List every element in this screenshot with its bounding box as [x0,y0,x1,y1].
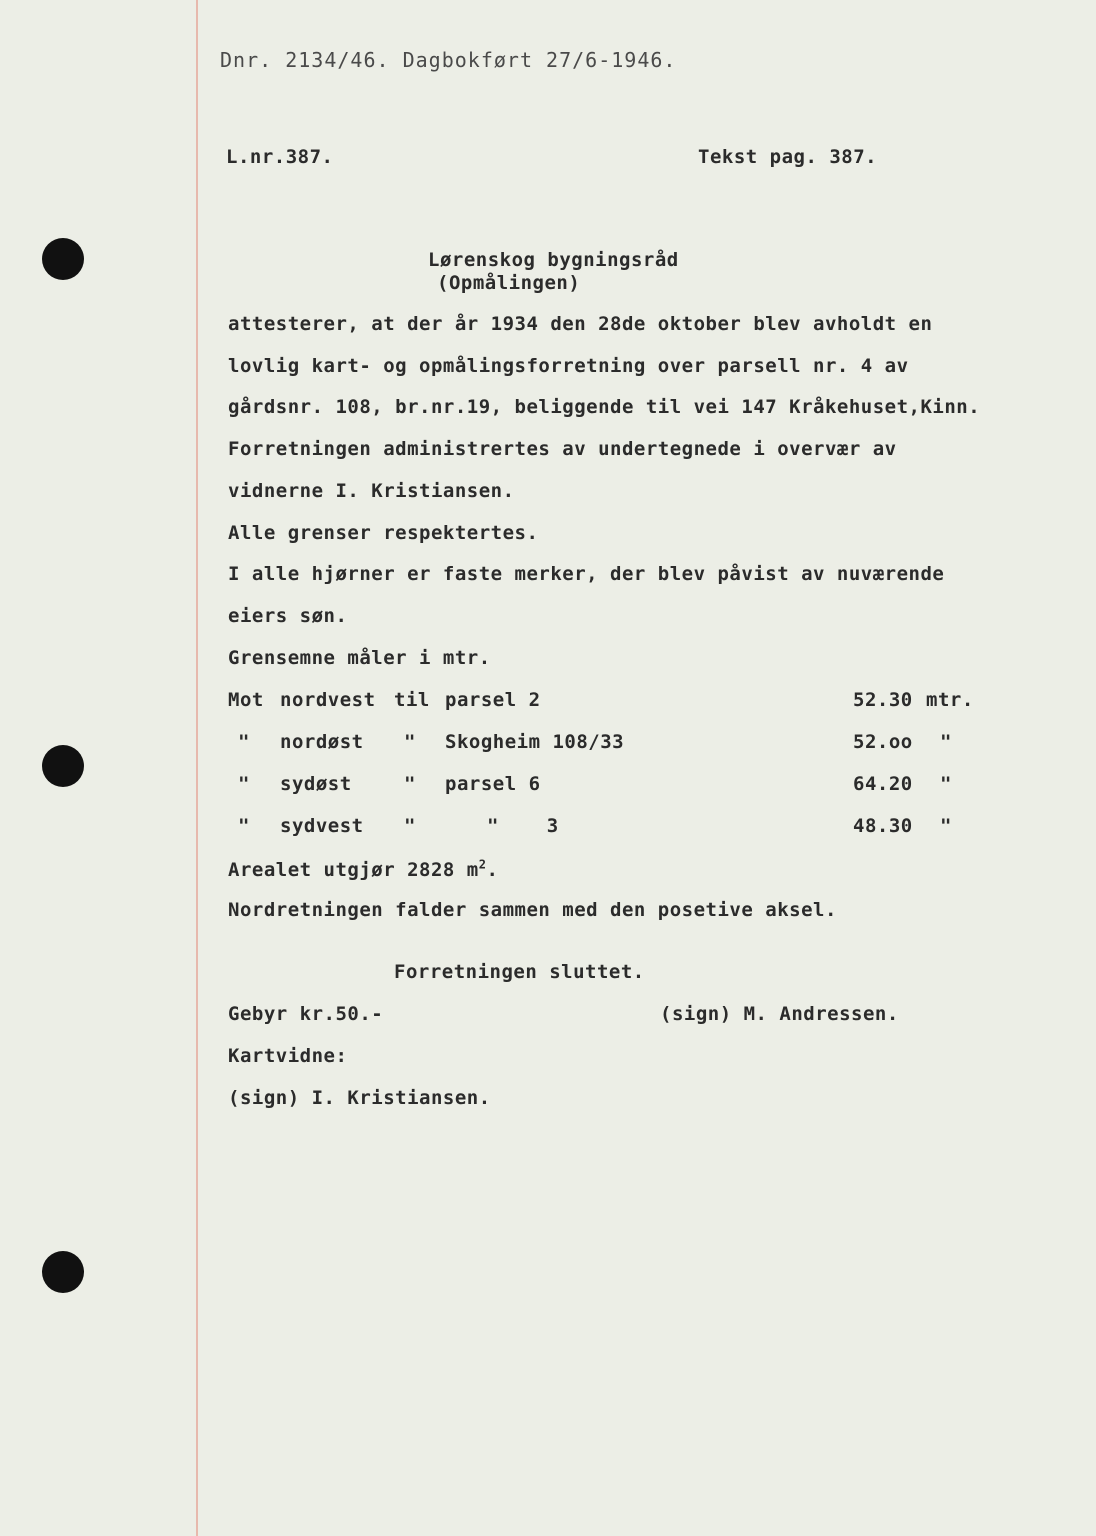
boundary-target: parsel 2 [445,689,541,711]
area-end: . [486,859,499,881]
body-line: lovlig kart- og opmålingsforretning over parsell nr. 4 av [228,355,909,377]
boundary-direction: sydvest [280,815,364,837]
boundary-unit: mtr. [926,689,974,711]
boundary-row [0,729,1096,755]
boundary-row [0,771,1096,797]
boundary-direction: nordøst [280,731,364,753]
boundary-row [0,813,1096,839]
boundary-value: 52.oo [853,731,913,753]
boundary-value: 52.30 [853,689,913,711]
signature-kristiansen: (sign) I. Kristiansen. [228,1087,491,1109]
signature-andressen: (sign) M. Andressen. [660,1003,899,1025]
area-line [228,858,498,882]
boundary-prefix: " [238,731,250,753]
boundary-direction: nordvest [280,689,376,711]
boundary-til: " [404,731,416,753]
boundary-til: " [404,815,416,837]
boundary-prefix: Mot [228,689,264,711]
lnr: L.nr.387. [226,146,334,168]
body-line: eiers søn. [228,605,348,627]
margin-line [196,0,198,1536]
title-line-2: (Opmålingen) [437,272,581,294]
body-line: gårdsnr. 108, br.nr.19, beliggende til vei 147 Kråkehuset,Kinn. [228,396,981,418]
boundary-prefix: " [238,815,250,837]
boundary-unit: " [940,815,952,837]
closing-line: Forretningen sluttet. [394,961,645,983]
body-line: vidnerne I. Kristiansen. [228,480,515,502]
boundary-value: 48.30 [853,815,913,837]
north-line: Nordretningen falder sammen med den posetive aksel. [228,899,837,921]
boundary-til: " [404,773,416,795]
kartvidne-label: Kartvidne: [228,1045,348,1067]
punch-hole-bottom [42,1251,84,1293]
body-line: Forretningen administrertes av undertegnede i overvær av [228,438,897,460]
fee-line: Gebyr kr.50.- [228,1003,384,1025]
body-line: Alle grenser respektertes. [228,522,539,544]
boundary-target: " 3 [487,815,559,837]
punch-hole-top [42,238,84,280]
boundary-value: 64.20 [853,773,913,795]
boundary-unit: " [940,731,952,753]
journal-entry: Dnr. 2134/46. Dagbokført 27/6-1946. [220,48,677,72]
body-line: I alle hjørner er faste merker, der blev påvist av nuværende [228,563,945,585]
area-sup: 2 [478,857,487,872]
area-text: Arealet utgjør 2828 m [228,859,479,881]
body-line: Grensemne måler i mtr. [228,647,491,669]
boundary-til: til [394,689,430,711]
title-line-1: Lørenskog bygningsråd [428,249,679,271]
boundary-target: parsel 6 [445,773,541,795]
body-line: attesterer, at der år 1934 den 28de oktober blev avholdt en [228,313,933,335]
boundary-prefix: " [238,773,250,795]
boundary-direction: sydøst [280,773,352,795]
boundary-target: Skogheim 108/33 [445,731,625,753]
boundary-row [0,687,1096,713]
boundary-unit: " [940,773,952,795]
tekst-pag: Tekst pag. 387. [698,146,878,168]
